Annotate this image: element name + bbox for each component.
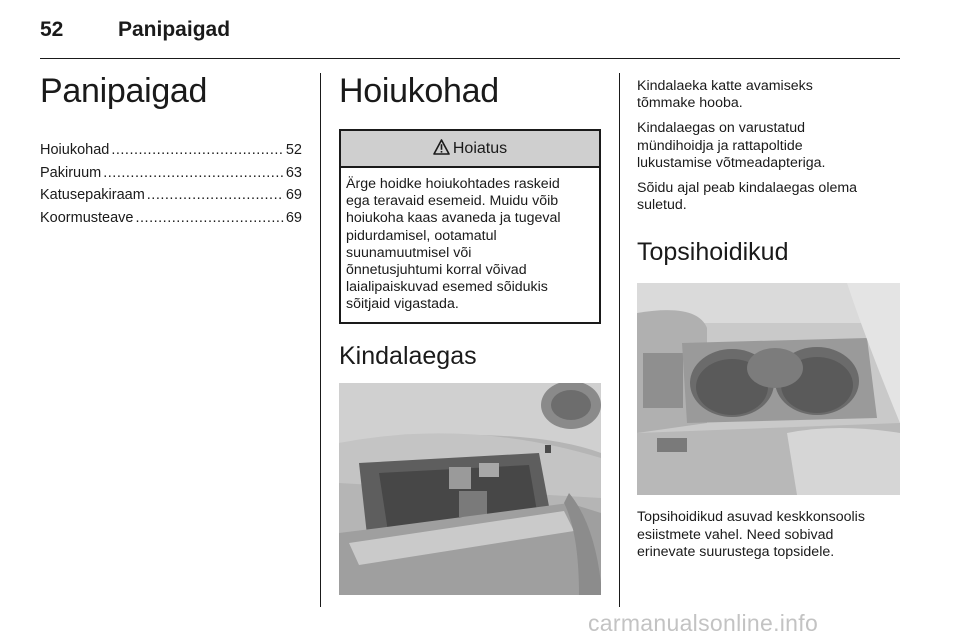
warning-line: suunamuutmisel või <box>346 244 472 261</box>
warning-line: laialipaiskuvad esemed sõidukis <box>346 279 548 296</box>
toc-entry-page: 69 <box>285 187 302 203</box>
toc-entry-label: Koormusteave <box>40 209 134 226</box>
text-line: esiistmete vahel. Need sobivad <box>637 526 834 543</box>
cupholder-caption <box>637 509 900 561</box>
toc-entry[interactable] <box>40 142 302 165</box>
running-title: Panipaigad <box>118 18 231 41</box>
running-header <box>40 18 230 42</box>
column-divider-right <box>619 73 620 607</box>
toc-entry[interactable] <box>40 210 302 233</box>
glovebox-text <box>637 66 900 214</box>
toc-entry-page: 69 <box>285 209 302 226</box>
warning-line: hoiukoha kaas avaneda ja tugeval <box>346 210 561 227</box>
cupholder-column <box>637 66 900 569</box>
warning-line: ega teravaid esemeid. Muidu võib <box>346 193 559 210</box>
chapter-column <box>40 66 302 232</box>
paragraph <box>637 180 900 214</box>
table-of-contents <box>40 142 302 232</box>
paragraph <box>637 120 900 172</box>
warning-box <box>339 129 601 324</box>
warning-line: õnnetusjuhtumi korral võivad <box>346 262 527 279</box>
toc-entry[interactable] <box>40 165 302 188</box>
section-title-hoiukohad: Hoiukohad <box>339 72 499 110</box>
section-title-kindalaegas: Kindalaegas <box>339 341 477 370</box>
glovebox-photo <box>339 383 601 595</box>
text-line: Topsihoidikud asuvad keskkonsoolis <box>637 509 865 526</box>
text-line: lukustamise võtmeadapteriga. <box>637 154 826 171</box>
warning-header <box>341 131 599 168</box>
page-number: 52 <box>40 18 64 41</box>
toc-entry[interactable] <box>40 187 302 210</box>
toc-leader <box>136 210 284 226</box>
warning-triangle-icon <box>433 139 450 155</box>
text-line: Kindalaegas on varustatud <box>637 120 806 137</box>
warning-line: Ärge hoidke hoiukohtades raskeid <box>346 176 560 192</box>
cupholder-photo <box>637 283 900 495</box>
toc-entry-label: Pakiruum <box>40 164 102 181</box>
text-line: erinevate suurustega topsidele. <box>637 543 835 560</box>
warning-text <box>341 168 599 322</box>
text-line: Kindalaeka katte avamiseks <box>637 78 813 94</box>
warning-line: pidurdamisel, ootamatul <box>346 227 497 244</box>
toc-leader <box>103 165 284 181</box>
paragraph <box>637 78 900 112</box>
toc-entry-page: 63 <box>285 164 302 181</box>
warning-title: Hoiatus <box>452 140 508 157</box>
column-divider-left <box>320 73 321 607</box>
text-line: tõmmake hooba. <box>637 95 743 112</box>
storage-column <box>339 66 601 595</box>
toc-leader <box>111 142 284 158</box>
toc-entry-label: Katusepakiraam <box>40 187 145 203</box>
header-rule <box>40 58 900 59</box>
toc-entry-page: 52 <box>285 142 302 158</box>
chapter-title: Panipaigad <box>40 72 208 110</box>
section-title-topsihoidikud: Topsihoidikud <box>637 238 789 267</box>
text-line: suletud. <box>637 197 687 214</box>
text-line: Sõidu ajal peab kindalaegas olema <box>637 180 858 197</box>
paragraph <box>637 509 900 561</box>
warning-line: sõitjaid vigastada. <box>346 296 459 313</box>
toc-leader <box>147 187 284 203</box>
toc-entry-label: Hoiukohad <box>40 142 110 158</box>
watermark: carmanualsonline.info <box>588 610 819 636</box>
text-line: mündihoidja ja rattapoltide <box>637 137 803 154</box>
